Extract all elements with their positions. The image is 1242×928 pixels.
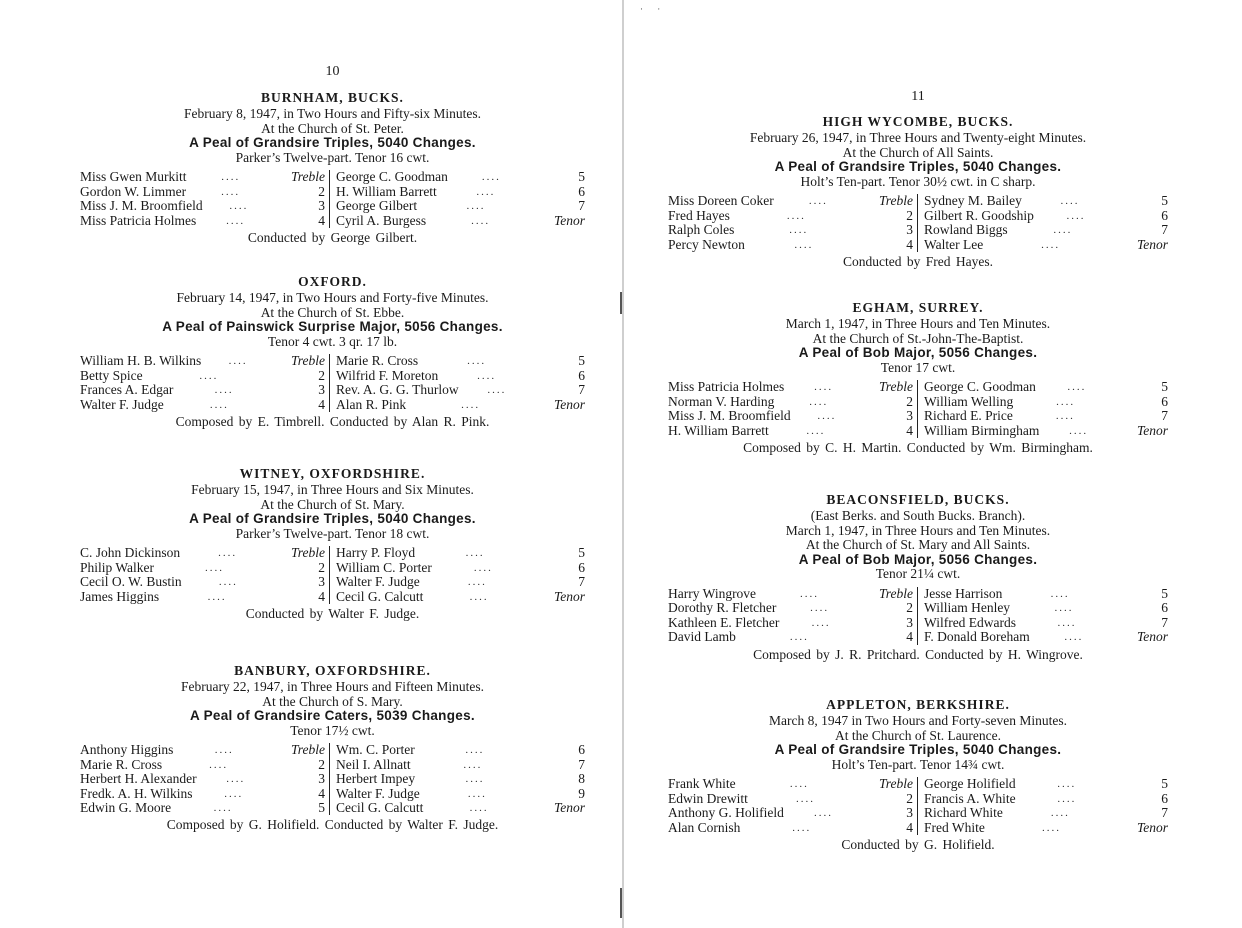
peal-record bbox=[668, 697, 1168, 852]
bell-number: Treble bbox=[290, 545, 325, 561]
bell-number: 3 bbox=[906, 805, 913, 821]
peal-location: OXFORD. bbox=[298, 274, 367, 289]
ringer-row: David Lamb .... 4 bbox=[668, 629, 913, 645]
ringer-row: Harry Wingrove .... Treble bbox=[668, 585, 913, 601]
ringer-row: Herbert Impey .... 8 bbox=[336, 771, 585, 787]
ringer-name: George Holifield bbox=[924, 776, 1016, 792]
bell-number: 9 bbox=[578, 785, 585, 801]
band-list bbox=[668, 587, 1168, 645]
peal-church: At the Church of S. Mary. bbox=[262, 693, 403, 709]
peal-location: HIGH WYCOMBE, BUCKS. bbox=[822, 114, 1014, 129]
bell-number: 2 bbox=[318, 367, 325, 383]
peal-footer: Composed by C. H. Martin. Conducted by Wm. Birmingham. bbox=[743, 440, 1093, 455]
ringer-name: Richard White bbox=[924, 805, 1003, 821]
ringer-name: C. John Dickinson bbox=[80, 545, 181, 561]
ringer-name: Anthony G. Holifield bbox=[668, 805, 784, 821]
ringer-row: Fred Hayes .... 2 bbox=[668, 207, 913, 223]
bell-number: 4 bbox=[906, 819, 913, 835]
ringer-row: Walter F. Judge .... 4 bbox=[80, 396, 325, 412]
ringer-row: Richard E. Price .... 7 bbox=[924, 408, 1168, 424]
bell-number: 4 bbox=[906, 236, 913, 252]
peal-details: Parker’s Twelve-part. Tenor 16 cwt. bbox=[235, 149, 430, 165]
ringer-name: Miss J. M. Broomfield bbox=[668, 408, 791, 424]
ringer-name: Wilfred Edwards bbox=[924, 614, 1017, 630]
ringer-name: Neil I. Allnatt bbox=[336, 756, 411, 772]
peal-footer: Composed by E. Timbrell. Conducted by Alan R. Pink. bbox=[175, 414, 490, 429]
ringer-name: George C. Goodman bbox=[924, 379, 1036, 395]
peal-location: BEACONSFIELD, BUCKS. bbox=[826, 492, 1010, 507]
ringer-name: Frances A. Edgar bbox=[80, 382, 174, 398]
ringer-row: Gordon W. Limmer .... 2 bbox=[80, 183, 325, 199]
ringer-row: Richard White .... 7 bbox=[924, 805, 1168, 821]
page-number-section bbox=[668, 89, 1168, 105]
peal-footer: Conducted by Fred Hayes. bbox=[843, 254, 993, 269]
peal-details: Tenor 17½ cwt. bbox=[290, 722, 375, 738]
band-right-column bbox=[918, 194, 1168, 252]
peal-details: Parker’s Twelve-part. Tenor 18 cwt. bbox=[235, 525, 430, 541]
ringer-name: William Birmingham bbox=[924, 422, 1040, 438]
ringer-row: Rev. A. G. G. Thurlow .... 7 bbox=[336, 382, 585, 398]
ringer-name: Miss Doreen Coker bbox=[668, 193, 774, 209]
bell-number: 7 bbox=[1161, 222, 1168, 238]
ringer-name: Herbert Impey bbox=[336, 771, 416, 787]
ringer-row: H. William Barrett .... 6 bbox=[336, 183, 585, 199]
band-list bbox=[668, 194, 1168, 252]
ringer-name: Gilbert R. Goodship bbox=[924, 207, 1034, 223]
bell-number: 2 bbox=[906, 207, 913, 223]
peal-location: WITNEY, OXFORDSHIRE. bbox=[239, 466, 426, 481]
ringer-name: Miss Patricia Holmes bbox=[668, 379, 785, 395]
ringer-row: Marie R. Cross .... 5 bbox=[336, 353, 585, 369]
peal-date: February 14, 1947, in Two Hours and Forty-five Minutes. bbox=[176, 290, 489, 305]
bell-number: Tenor bbox=[1136, 422, 1168, 438]
page-number: 10 bbox=[325, 64, 340, 79]
peal-church: At the Church of St. Ebbe. bbox=[260, 304, 405, 320]
ringer-name: Fredk. A. H. Wilkins bbox=[80, 785, 193, 801]
bell-number: 3 bbox=[906, 222, 913, 238]
ringer-name: Miss Gwen Murkitt bbox=[80, 169, 187, 185]
peal-footer: Conducted by Walter F. Judge. bbox=[245, 606, 420, 621]
bell-number: 3 bbox=[906, 614, 913, 630]
bell-number: 7 bbox=[578, 756, 585, 772]
peal-record bbox=[80, 90, 585, 245]
bell-number: 5 bbox=[1161, 193, 1168, 209]
peal-church: At the Church of St. Mary. bbox=[260, 496, 405, 512]
gutter-mark bbox=[620, 292, 622, 314]
ringer-row: George C. Goodman .... 5 bbox=[336, 169, 585, 185]
ringer-row: Rowland Biggs .... 7 bbox=[924, 222, 1168, 238]
band-left-column bbox=[668, 587, 918, 645]
bell-number: Tenor bbox=[553, 396, 585, 412]
ringer-row: Marie R. Cross .... 2 bbox=[80, 756, 325, 772]
ringer-name: Wilfrid F. Moreton bbox=[336, 367, 439, 383]
peal-details: Holt’s Ten-part. Tenor 30½ cwt. in C sharp. bbox=[800, 173, 1036, 189]
peal-details: Holt’s Ten-part. Tenor 14¾ cwt. bbox=[831, 756, 1005, 772]
ringer-name: Walter F. Judge bbox=[336, 574, 420, 590]
ringer-name: Miss Patricia Holmes bbox=[80, 212, 197, 228]
ringer-row: Anthony G. Holifield .... 3 bbox=[668, 805, 913, 821]
ringer-row: Alan R. Pink .... Tenor bbox=[336, 396, 585, 412]
ringer-name: Norman V. Harding bbox=[668, 393, 775, 409]
bell-number: Tenor bbox=[1136, 819, 1168, 835]
band-list bbox=[80, 170, 585, 228]
bell-number: Tenor bbox=[553, 212, 585, 228]
ringer-row: William Birmingham .... Tenor bbox=[924, 422, 1168, 438]
peal-church: At the Church of St. Mary and All Saints. bbox=[805, 537, 1031, 553]
ringer-name: Anthony Higgins bbox=[80, 742, 174, 758]
ringer-name: Philip Walker bbox=[80, 559, 155, 575]
ringer-row: Walter F. Judge .... 9 bbox=[336, 785, 585, 801]
band-right-column bbox=[330, 743, 585, 815]
bell-number: 5 bbox=[578, 545, 585, 561]
ringer-name: William Welling bbox=[924, 393, 1014, 409]
bell-number: 2 bbox=[318, 183, 325, 199]
bell-number: Tenor bbox=[1136, 236, 1168, 252]
ringer-name: Fred Hayes bbox=[668, 207, 730, 223]
ringer-name: H. William Barrett bbox=[336, 183, 437, 199]
band-left-column bbox=[80, 170, 330, 228]
ringer-name: Cecil O. W. Bustin bbox=[80, 574, 182, 590]
bell-number: 4 bbox=[318, 396, 325, 412]
bell-number: Tenor bbox=[553, 588, 585, 604]
ringer-name: Percy Newton bbox=[668, 236, 745, 252]
bell-number: Treble bbox=[290, 742, 325, 758]
ringer-name: Sydney M. Bailey bbox=[924, 193, 1022, 209]
peal-method: A Peal of Painswick Surprise Major, 5056 Changes. bbox=[162, 319, 503, 335]
peal-date: February 8, 1947, in Two Hours and Fifty-six Minutes. bbox=[184, 106, 481, 121]
bell-number: 6 bbox=[578, 367, 585, 383]
band-right-column bbox=[330, 170, 585, 228]
ringer-name: Herbert H. Alexander bbox=[80, 771, 197, 787]
band-list bbox=[80, 743, 585, 815]
left-page bbox=[80, 0, 585, 928]
ringer-row: Frances A. Edgar .... 3 bbox=[80, 382, 325, 398]
bell-number: Treble bbox=[878, 585, 913, 601]
ringer-name: Harry Wingrove bbox=[668, 585, 757, 601]
ringer-row: Dorothy R. Fletcher .... 2 bbox=[668, 600, 913, 616]
bell-number: 2 bbox=[906, 790, 913, 806]
peal-method: A Peal of Grandsire Triples, 5040 Changes. bbox=[774, 742, 1062, 758]
peal-details: Tenor 4 cwt. 3 qr. 17 lb. bbox=[267, 333, 398, 349]
band-right-column bbox=[330, 354, 585, 412]
band-left-column bbox=[80, 546, 330, 604]
ringer-row: William H. B. Wilkins .... Treble bbox=[80, 353, 325, 369]
band-left-column bbox=[668, 380, 918, 438]
bell-number: Treble bbox=[290, 353, 325, 369]
ringer-row: Wilfred Edwards .... 7 bbox=[924, 614, 1168, 630]
peal-date: March 1, 1947, in Three Hours and Ten Minutes. bbox=[785, 522, 1051, 538]
ringer-row: Harry P. Floyd .... 5 bbox=[336, 545, 585, 561]
ringer-row: Wm. C. Porter .... 6 bbox=[336, 742, 585, 758]
ringer-row: Walter Lee .... Tenor bbox=[924, 236, 1168, 252]
peal-record bbox=[668, 492, 1168, 662]
right-page bbox=[668, 0, 1168, 928]
bell-number: 4 bbox=[318, 212, 325, 228]
book-gutter bbox=[622, 0, 624, 928]
peal-location: BURNHAM, BUCKS. bbox=[261, 90, 404, 105]
ringer-row: George Gilbert .... 7 bbox=[336, 198, 585, 214]
peal-method: A Peal of Grandsire Triples, 5040 Changes. bbox=[774, 159, 1062, 175]
bell-number: 4 bbox=[318, 588, 325, 604]
peal-church: At the Church of St. Peter. bbox=[261, 120, 404, 136]
bell-number: 6 bbox=[578, 559, 585, 575]
bell-number: Treble bbox=[878, 776, 913, 792]
band-right-column bbox=[330, 546, 585, 604]
ringer-row: William Welling .... 6 bbox=[924, 393, 1168, 409]
band-list bbox=[80, 354, 585, 412]
ringer-name: Walter F. Judge bbox=[80, 396, 164, 412]
bell-number: 6 bbox=[578, 742, 585, 758]
bell-number: 5 bbox=[1161, 585, 1168, 601]
ringer-row: Edwin Drewitt .... 2 bbox=[668, 790, 913, 806]
peal-details: Tenor 21¼ cwt. bbox=[875, 566, 961, 582]
ringer-row: Kathleen E. Fletcher .... 3 bbox=[668, 614, 913, 630]
ringer-name: Cecil G. Calcutt bbox=[336, 588, 424, 604]
ringer-name: H. William Barrett bbox=[668, 422, 769, 438]
peal-location: EGHAM, SURREY. bbox=[852, 300, 984, 315]
peal-date: March 8, 1947 in Two Hours and Forty-seven Minutes. bbox=[768, 713, 1068, 728]
ringer-name: Miss J. M. Broomfield bbox=[80, 198, 203, 214]
bell-number: 6 bbox=[1161, 790, 1168, 806]
ringer-name: George C. Goodman bbox=[336, 169, 448, 185]
ringer-name: Marie R. Cross bbox=[80, 756, 163, 772]
ringer-name: Jesse Harrison bbox=[924, 585, 1003, 601]
band-list bbox=[668, 777, 1168, 835]
page-number-section bbox=[80, 64, 585, 80]
ringer-row: Miss J. M. Broomfield .... 3 bbox=[80, 198, 325, 214]
peal-method: A Peal of Bob Major, 5056 Changes. bbox=[798, 345, 1038, 361]
ringer-name: Ralph Coles bbox=[668, 222, 735, 238]
ringer-name: Kathleen E. Fletcher bbox=[668, 614, 780, 630]
ringer-row: C. John Dickinson .... Treble bbox=[80, 545, 325, 561]
ringer-row: Alan Cornish .... 4 bbox=[668, 819, 913, 835]
bell-number: 6 bbox=[1161, 207, 1168, 223]
ringer-row: Frank White .... Treble bbox=[668, 776, 913, 792]
bell-number: 5 bbox=[578, 169, 585, 185]
peal-record bbox=[80, 274, 585, 429]
ringer-name: James Higgins bbox=[80, 588, 160, 604]
ringer-row: Neil I. Allnatt .... 7 bbox=[336, 756, 585, 772]
ringer-row: Miss J. M. Broomfield .... 3 bbox=[668, 408, 913, 424]
page-number: 11 bbox=[911, 89, 925, 104]
ringer-row: Cyril A. Burgess .... Tenor bbox=[336, 212, 585, 228]
ringer-name: Rowland Biggs bbox=[924, 222, 1008, 238]
bell-number: Treble bbox=[878, 193, 913, 209]
ringer-row: Gilbert R. Goodship .... 6 bbox=[924, 207, 1168, 223]
bell-number: 2 bbox=[906, 393, 913, 409]
ringer-name: Walter Lee bbox=[924, 236, 984, 252]
bell-number: 2 bbox=[318, 756, 325, 772]
peal-method: A Peal of Grandsire Caters, 5039 Changes. bbox=[190, 708, 475, 724]
bell-number: 3 bbox=[906, 408, 913, 424]
ringer-name: Walter F. Judge bbox=[336, 785, 420, 801]
ringer-name: Cecil G. Calcutt bbox=[336, 800, 424, 815]
ringer-name: Edwin G. Moore bbox=[80, 800, 172, 815]
band-right-column bbox=[918, 380, 1168, 438]
gutter-mark bbox=[620, 888, 622, 918]
peal-location: BANBURY, OXFORDSHIRE. bbox=[234, 663, 431, 678]
peal-record bbox=[668, 114, 1168, 269]
peal-church: At the Church of St.-John-The-Baptist. bbox=[812, 330, 1024, 346]
ringer-name: Marie R. Cross bbox=[336, 353, 419, 369]
peal-footer: Composed by G. Holifield. Conducted by Walter F. Judge. bbox=[166, 817, 499, 833]
bell-number: 7 bbox=[1161, 408, 1168, 424]
ringer-row: Walter F. Judge .... 7 bbox=[336, 574, 585, 590]
ringer-name: Dorothy R. Fletcher bbox=[668, 600, 777, 616]
ringer-row: Percy Newton .... 4 bbox=[668, 236, 913, 252]
band-list bbox=[80, 546, 585, 604]
bell-number: 7 bbox=[1161, 614, 1168, 630]
band-right-column bbox=[918, 587, 1168, 645]
band-right-column bbox=[918, 777, 1168, 835]
peal-footer: Conducted by George Gilbert. bbox=[247, 230, 418, 245]
bell-number: 7 bbox=[578, 382, 585, 398]
ringer-row: Miss Patricia Holmes .... 4 bbox=[80, 212, 325, 228]
ringer-row: Miss Patricia Holmes .... Treble bbox=[668, 379, 913, 395]
peal-details: Tenor 17 cwt. bbox=[880, 359, 956, 375]
bell-number: Tenor bbox=[553, 800, 585, 815]
bell-number: 6 bbox=[578, 183, 585, 199]
peal-record bbox=[80, 466, 585, 621]
ringer-row: Jesse Harrison .... 5 bbox=[924, 585, 1168, 601]
peal-footer: Composed by J. R. Pritchard. Conducted by H. Wingrove. bbox=[753, 646, 1083, 662]
band-left-column bbox=[80, 354, 330, 412]
ringer-row: Miss Gwen Murkitt .... Treble bbox=[80, 169, 325, 185]
ringer-name: George Gilbert bbox=[336, 198, 418, 214]
bell-number: 6 bbox=[1161, 393, 1168, 409]
bell-number: Treble bbox=[878, 379, 913, 395]
ringer-name: F. Donald Boreham bbox=[924, 629, 1030, 645]
peal-date: February 15, 1947, in Three Hours and Six Minutes. bbox=[191, 482, 474, 497]
ringer-name: Harry P. Floyd bbox=[336, 545, 416, 561]
ringer-row: Cecil O. W. Bustin .... 3 bbox=[80, 574, 325, 590]
bell-number: 7 bbox=[578, 198, 585, 214]
ringer-name: William Henley bbox=[924, 600, 1011, 616]
peal-date: February 22, 1947, in Three Hours and Fifteen Minutes. bbox=[180, 679, 485, 694]
ringer-name: David Lamb bbox=[668, 629, 736, 645]
bell-number: 3 bbox=[318, 198, 325, 214]
ringer-row: William C. Porter .... 6 bbox=[336, 559, 585, 575]
ringer-name: Richard E. Price bbox=[924, 408, 1013, 424]
ringer-row: Herbert H. Alexander .... 3 bbox=[80, 771, 325, 787]
ringer-name: Fred White bbox=[924, 819, 985, 835]
ringer-row: Fred White .... Tenor bbox=[924, 819, 1168, 835]
ringer-row: Cecil G. Calcutt .... Tenor bbox=[336, 800, 585, 815]
ringer-row: George Holifield .... 5 bbox=[924, 776, 1168, 792]
peal-date: March 1, 1947, in Three Hours and Ten Minutes. bbox=[785, 316, 1051, 331]
bell-number: 8 bbox=[578, 771, 585, 787]
bell-number: 7 bbox=[1161, 805, 1168, 821]
ringer-name: Edwin Drewitt bbox=[668, 790, 748, 806]
peal-method: A Peal of Grandsire Triples, 5040 Changes. bbox=[189, 135, 476, 151]
ringer-row: Betty Spice .... 2 bbox=[80, 367, 325, 383]
bell-number: 7 bbox=[578, 574, 585, 590]
bell-number: 4 bbox=[906, 629, 913, 645]
ringer-row: Cecil G. Calcutt .... Tenor bbox=[336, 588, 585, 604]
peal-location: APPLETON, BERKSHIRE. bbox=[826, 697, 1010, 712]
ringer-name: Betty Spice bbox=[80, 367, 143, 383]
ringer-row: Wilfrid F. Moreton .... 6 bbox=[336, 367, 585, 383]
peal-record bbox=[668, 300, 1168, 455]
ringer-name: Wm. C. Porter bbox=[336, 742, 415, 758]
ringer-row: Sydney M. Bailey .... 5 bbox=[924, 193, 1168, 209]
bell-number: 3 bbox=[318, 574, 325, 590]
ringer-row: Norman V. Harding .... 2 bbox=[668, 393, 913, 409]
ringer-name: Gordon W. Limmer bbox=[80, 183, 187, 199]
ringer-name: William C. Porter bbox=[336, 559, 432, 575]
bell-number: 6 bbox=[1161, 600, 1168, 616]
bell-number: 2 bbox=[318, 559, 325, 575]
peal-footer: Conducted by G. Holifield. bbox=[841, 837, 995, 852]
bell-number: 5 bbox=[578, 353, 585, 369]
ringer-row: Francis A. White .... 6 bbox=[924, 790, 1168, 806]
peal-method: A Peal of Bob Major, 5056 Changes. bbox=[798, 551, 1038, 567]
ringer-name: Rev. A. G. G. Thurlow bbox=[336, 382, 459, 398]
ringer-name: Francis A. White bbox=[924, 790, 1016, 806]
band-list bbox=[668, 380, 1168, 438]
ringer-row: Edwin G. Moore .... 5 bbox=[80, 800, 325, 815]
scan-specks: · · bbox=[640, 4, 667, 14]
ringer-row: Miss Doreen Coker .... Treble bbox=[668, 193, 913, 209]
bell-number: Treble bbox=[290, 169, 325, 185]
ringer-name: Frank White bbox=[668, 776, 736, 792]
ringer-row: F. Donald Boreham .... Tenor bbox=[924, 629, 1168, 645]
band-left-column bbox=[668, 777, 918, 835]
bell-number: 5 bbox=[1161, 776, 1168, 792]
bell-number: 3 bbox=[318, 771, 325, 787]
peal-church: At the Church of St. Laurence. bbox=[834, 727, 1002, 743]
peal-date: February 26, 1947, in Three Hours and Twenty-eight Minutes. bbox=[749, 130, 1087, 145]
ringer-name: William H. B. Wilkins bbox=[80, 353, 202, 369]
bell-number: 4 bbox=[906, 422, 913, 438]
ringer-row: Fredk. A. H. Wilkins .... 4 bbox=[80, 785, 325, 801]
ringer-row: H. William Barrett .... 4 bbox=[668, 422, 913, 438]
ringer-row: Anthony Higgins .... Treble bbox=[80, 742, 325, 758]
ringer-row: William Henley .... 6 bbox=[924, 600, 1168, 616]
bell-number: Tenor bbox=[1136, 629, 1168, 645]
ringer-row: George C. Goodman .... 5 bbox=[924, 379, 1168, 395]
peal-church: At the Church of All Saints. bbox=[842, 144, 994, 160]
bell-number: 4 bbox=[318, 785, 325, 801]
ringer-name: Cyril A. Burgess bbox=[336, 212, 427, 228]
ringer-name: Alan R. Pink bbox=[336, 396, 407, 412]
ringer-row: James Higgins .... 4 bbox=[80, 588, 325, 604]
band-left-column bbox=[80, 743, 330, 815]
ringer-row: Philip Walker .... 2 bbox=[80, 559, 325, 575]
bell-number: 2 bbox=[906, 600, 913, 616]
peal-method: A Peal of Grandsire Triples, 5040 Changes. bbox=[189, 511, 476, 527]
peal-record bbox=[80, 663, 585, 832]
band-left-column bbox=[668, 194, 918, 252]
bell-number: 5 bbox=[318, 800, 325, 815]
peal-branch: (East Berks. and South Bucks. Branch). bbox=[810, 508, 1026, 523]
bell-number: 5 bbox=[1161, 379, 1168, 395]
ringer-row: Ralph Coles .... 3 bbox=[668, 222, 913, 238]
bell-number: 3 bbox=[318, 382, 325, 398]
ringer-name: Alan Cornish bbox=[668, 819, 741, 835]
